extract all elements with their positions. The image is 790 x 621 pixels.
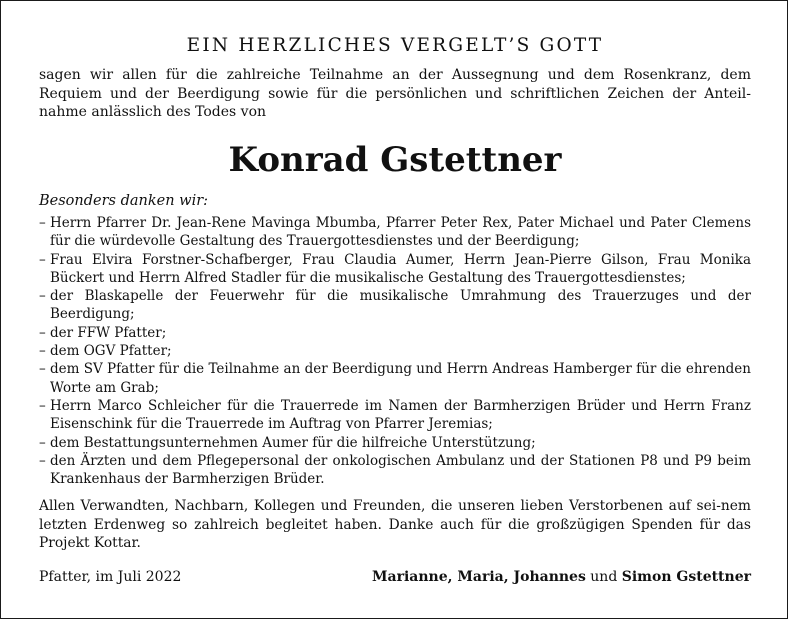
thanks-item	[39, 342, 751, 360]
thanks-item-text: dem SV Pfatter für die Teilnahme an der Beerdigung und Herrn Andreas Hamberger für die ehrenden Worte am Grab;	[50, 361, 751, 396]
thanks-item	[39, 360, 751, 397]
thanks-item	[39, 452, 751, 489]
thanks-item-text: dem OGV Pfatter;	[50, 343, 172, 360]
list-dash: –	[39, 288, 46, 305]
thanks-item-text: Herrn Pfarrer Dr. Jean-Rene Mavinga Mbumba, Pfarrer Peter Rex, Pater Michael und Pater Clemens für die würdevolle Gestaltung des Trauergottesdienstes und der Beerdigung;	[50, 215, 751, 250]
thanks-item-text: Herrn Marco Schleicher für die Trauerrede im Namen der Barmherzigen Brüder und Herrn Franz Eisenschink für die Trauerrede im Auftrag von Pfarrer Jeremias;	[50, 397, 751, 433]
thanks-item-text: der FFW Pfatter;	[50, 324, 167, 341]
thanks-title: Besonders danken wir:	[39, 193, 209, 209]
intro-text: sagen wir allen für die zahlreiche Teilnahme an der Aussegnung und dem Rosenkranz, dem Requiem und der Beerdigung sowie für die persönlichen und schriftlichen Zeichen der Anteil-nahme anlässlich des Todes von	[39, 67, 751, 121]
thanks-list	[39, 214, 751, 488]
heading: EIN HERZLICHES VERGELT’S GOTT	[186, 35, 604, 56]
list-dash: –	[39, 343, 46, 360]
thanks-item	[39, 324, 751, 342]
list-dash: –	[39, 434, 46, 451]
list-dash: –	[39, 397, 46, 414]
thanks-item	[39, 214, 751, 251]
signers-names: Marianne, Maria, Johannes	[372, 569, 586, 585]
list-dash: –	[39, 215, 46, 231]
signers-and: und	[585, 569, 622, 585]
thanks-item-text: den Ärzten und dem Pflegepersonal der onkologischen Ambulanz und der Stationen P8 und P9 beim Krankenhaus der Barmherzigen Brüder.	[50, 452, 751, 488]
thanks-item	[39, 434, 751, 452]
list-dash: –	[39, 251, 46, 268]
list-dash: –	[39, 324, 46, 341]
thanks-item-text: Frau Elvira Forstner-Schafberger, Frau Claudia Aumer, Herrn Jean-Pierre Gilson, Frau Monika Bückert und Herrn Alfred Stadler für die musikalische Gestaltung des Trauergottesdienstes;	[50, 251, 751, 286]
thanks-item-text: dem Bestattungsunternehmen Aumer für die hilfreiche Unterstützung;	[50, 434, 536, 451]
list-dash: –	[39, 361, 46, 378]
thanks-item	[39, 251, 751, 288]
closing-text: Allen Verwandten, Nachbarn, Kollegen und Freunden, die unseren lieben Verstorbenen auf sei-nem letzten Erdenweg so zahlreich begleitet haben. Danke auch für die großzügigen Spenden für das Projekt Kottar.	[39, 498, 751, 552]
thanks-item	[39, 397, 751, 434]
thanks-item	[39, 287, 751, 324]
list-dash: –	[39, 452, 46, 469]
deceased-name: Konrad Gstettner	[228, 140, 562, 180]
signers-last: Simon Gstettner	[621, 569, 751, 585]
signers	[372, 567, 751, 587]
place-date: Pfatter, im Juli 2022	[39, 569, 182, 585]
thanks-item-text: der Blaskapelle der Feuerwehr für die musikalische Umrahmung des Trauerzuges und der Beerdigung;	[50, 288, 751, 323]
